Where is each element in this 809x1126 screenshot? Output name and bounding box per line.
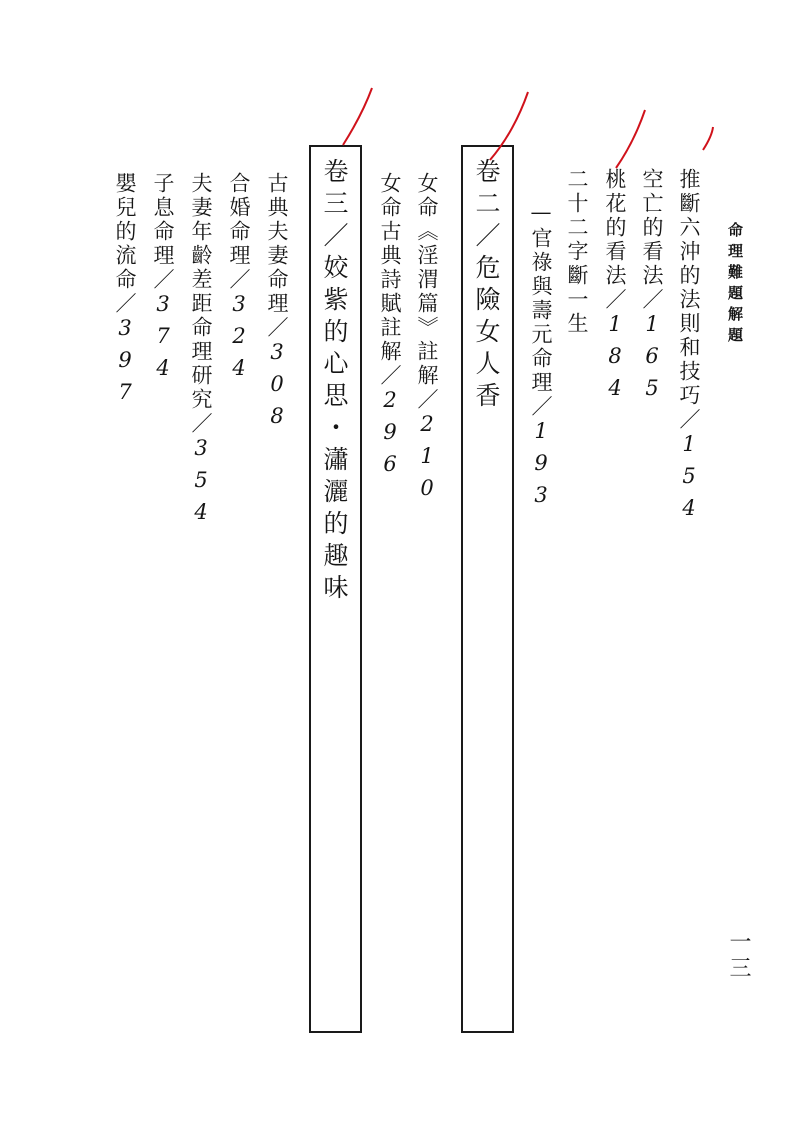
running-header: 命理難題解題 bbox=[726, 222, 744, 348]
entry-page: 210 bbox=[415, 412, 439, 508]
entry-title: 推斷六沖的法則和技巧 bbox=[677, 168, 701, 408]
section-title: 卷三／姣紫的心思・瀟灑的趣味 bbox=[320, 158, 349, 606]
entry-title: 女命《淫渭篇》註解 bbox=[415, 172, 439, 388]
entry-page: 324 bbox=[227, 292, 251, 388]
entry-separator: ／ bbox=[640, 288, 664, 312]
entry-title: 夫妻年齡差距命理研究 bbox=[189, 172, 213, 412]
entry-separator: ／ bbox=[265, 316, 289, 340]
page-number: 一三 bbox=[726, 930, 751, 982]
entry-separator: ／ bbox=[529, 395, 553, 419]
entry-page: 354 bbox=[189, 436, 213, 532]
section-title: 卷二／危險女人香 bbox=[472, 158, 501, 414]
entry-title: —官祿與壽元命理 bbox=[529, 200, 553, 395]
entry-title: 古典夫妻命理 bbox=[265, 172, 289, 316]
entry-page: 397 bbox=[113, 316, 137, 412]
entry-separator: ／ bbox=[603, 288, 627, 312]
entry-separator: ／ bbox=[378, 364, 402, 388]
entry-page: 308 bbox=[265, 340, 289, 436]
entry-separator: ／ bbox=[227, 268, 251, 292]
entry-page: 296 bbox=[378, 388, 402, 484]
entry-separator: ／ bbox=[415, 388, 439, 412]
entry-page: 374 bbox=[151, 292, 175, 388]
red-pen-tick bbox=[490, 92, 528, 160]
entry-title: 女命古典詩賦註解 bbox=[378, 172, 402, 364]
red-pen-tick bbox=[616, 110, 645, 168]
entry-separator: ／ bbox=[189, 412, 213, 436]
entry-page: 165 bbox=[640, 312, 664, 408]
red-pen-tick bbox=[703, 127, 713, 150]
entry-title: 子息命理 bbox=[151, 172, 175, 268]
entry-title: 桃花的看法 bbox=[603, 168, 627, 288]
entry-page: 184 bbox=[603, 312, 627, 408]
entry-title: 空亡的看法 bbox=[640, 168, 664, 288]
entry-title: 合婚命理 bbox=[227, 172, 251, 268]
entry-title: 嬰兒的流命 bbox=[113, 172, 137, 292]
entry-page: 154 bbox=[677, 432, 701, 528]
entry-separator: ／ bbox=[113, 292, 137, 316]
entry-separator: ／ bbox=[151, 268, 175, 292]
entry-title: 二十二字斷一生 bbox=[565, 168, 589, 336]
entry-separator: ／ bbox=[677, 408, 701, 432]
entry-page: 193 bbox=[529, 419, 553, 515]
red-pen-tick bbox=[343, 88, 372, 145]
